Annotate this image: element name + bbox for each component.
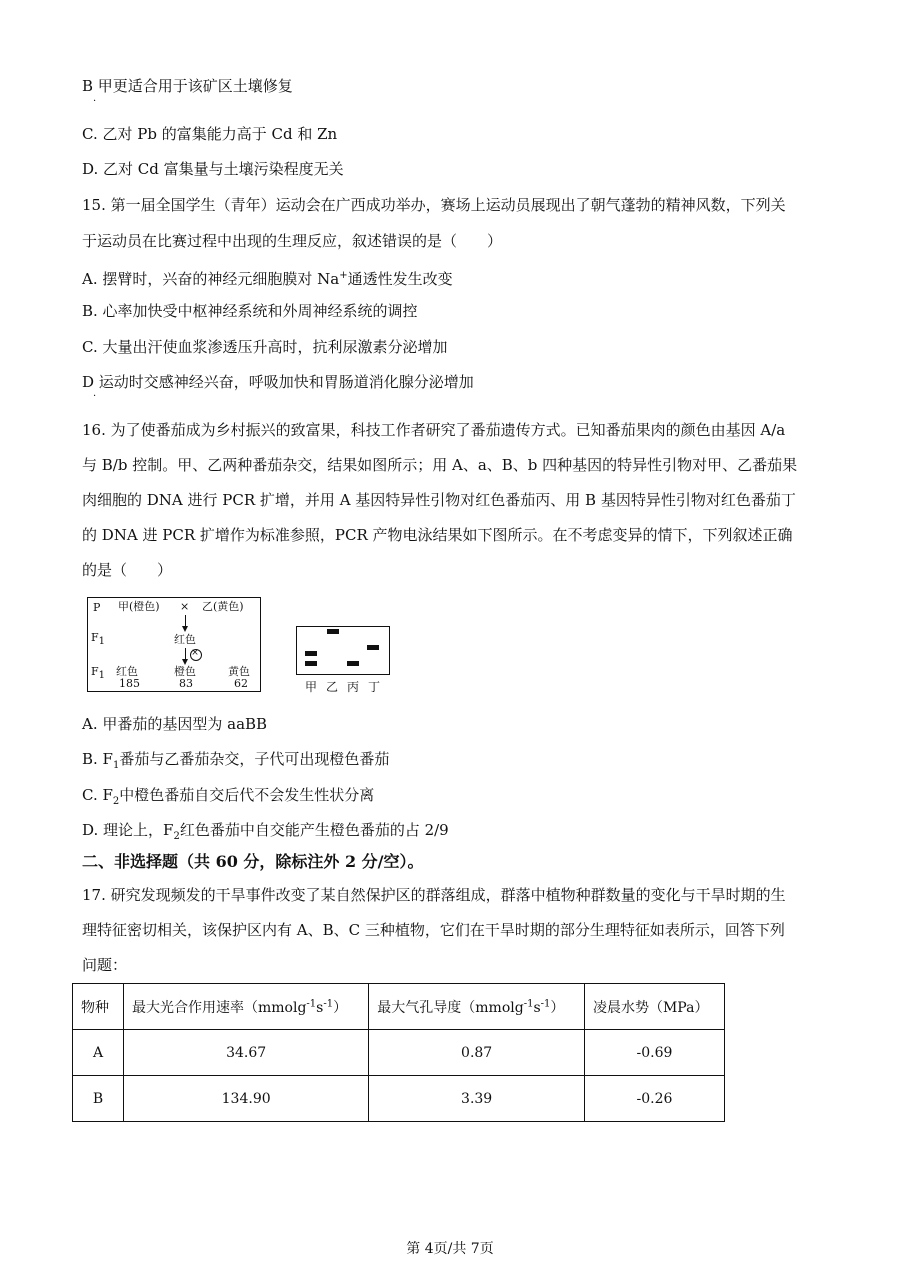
q16-option-c xyxy=(82,785,374,812)
f2-yellow-label: 黄色 xyxy=(228,665,250,678)
q16-option-b-tail: 番茄与乙番茄杂交，子代可出现橙色番茄 xyxy=(119,750,390,768)
selfing-glyph: × xyxy=(191,648,199,658)
sup: -1 xyxy=(323,997,334,1009)
cell-photosynthesis: 134.90 xyxy=(124,1076,369,1122)
q16-option-a: A. 甲番茄的基因型为 aaBB xyxy=(82,715,268,733)
header-photosynthesis-text: 最大光合作用速率（mmolg xyxy=(132,999,307,1016)
arrow-head xyxy=(182,626,188,632)
section-heading: 二、非选择题（共 60 分，除标注外 2 分/空）。 xyxy=(82,852,424,871)
table-row xyxy=(73,1030,725,1076)
f2-red-count: 185 xyxy=(119,677,140,690)
q16-stem-line5: 的是（ ） xyxy=(82,561,173,579)
f2-yellow-count: 62 xyxy=(234,677,248,690)
gel-band xyxy=(305,651,317,656)
paren: ） xyxy=(550,999,565,1016)
q17-stem-line1: 17. 研究发现频发的干旱事件改变了某自然保护区的群落组成，群落中植物种群数量的变化与干旱时期的生 xyxy=(82,886,786,904)
cell-water: -0.26 xyxy=(584,1076,724,1122)
gel-lane-label: 甲 xyxy=(305,680,318,694)
header-water-potential: 凌晨水势（MPa） xyxy=(584,984,724,1030)
q17-stem-line3: 问题： xyxy=(82,956,128,974)
unit-s: s xyxy=(533,999,541,1016)
page-footer: 第 4页/共 7页 xyxy=(406,1241,494,1257)
header-species: 物种 xyxy=(73,984,124,1030)
dot-mark: · xyxy=(93,391,97,402)
q15-option-b: B. 心率加快受中枢神经系统和外周神经系统的调控 xyxy=(82,302,418,320)
header-photosynthesis xyxy=(124,984,369,1030)
gel-band xyxy=(347,661,359,666)
q16-option-d-sub: 2 xyxy=(173,831,180,842)
f2-orange-count: 83 xyxy=(179,677,193,690)
q16-option-d-tail: 红色番茄中自交能产生橙色番茄的占 2/9 xyxy=(179,821,449,839)
cell-photosynthesis: 34.67 xyxy=(124,1030,369,1076)
trait-table xyxy=(72,983,725,1122)
q16-option-b-text: B. F xyxy=(82,750,113,768)
paren: ） xyxy=(333,999,348,1016)
cross-diagram xyxy=(87,597,261,692)
header-stomatal-conductance xyxy=(369,984,585,1030)
q16-stem-line1: 16. 为了使番茄成为乡村振兴的致富果，科技工作者研究了番茄遗传方式。已知番茄果肉的颜色由基因 A/a xyxy=(82,421,786,439)
sup: -1 xyxy=(523,997,534,1009)
label-f1 xyxy=(91,632,105,648)
label-f2-text: F xyxy=(91,665,99,678)
q15-option-a-text: A. 摆臂时，兴奋的神经元细胞膜对 Na xyxy=(82,270,340,288)
sup: -1 xyxy=(540,997,551,1009)
label-p: P xyxy=(93,601,101,614)
q15-stem-line2: 于运动员在比赛过程中出现的生理反应，叙述错误的是（ ） xyxy=(82,232,503,250)
gel-lane-label: 丁 xyxy=(368,680,381,694)
q16-option-b-sub: 1 xyxy=(112,760,120,771)
option-b-prev: B 甲更适合用于该矿区土壤修复 xyxy=(82,77,293,95)
gel-band xyxy=(305,661,317,666)
label-f2-sub: 1 xyxy=(98,670,106,682)
gel-lane-label: 丙 xyxy=(347,680,360,694)
label-f2 xyxy=(91,666,105,682)
cell-water: -0.69 xyxy=(584,1030,724,1076)
unit-s: s xyxy=(316,999,324,1016)
q15-stem-line1: 15. 第一届全国学生（青年）运动会在广西成功举办，赛场上运动员展现出了朝气蓬勃的精神风数，下列关 xyxy=(82,196,786,214)
gel-image xyxy=(296,626,390,675)
q16-option-c-sub: 2 xyxy=(112,796,120,807)
q16-option-d-text: D. 理论上，F xyxy=(82,821,174,839)
f2-red-label: 红色 xyxy=(116,665,138,678)
gel-lane-label: 乙 xyxy=(326,680,339,694)
f2-orange-label: 橙色 xyxy=(174,665,196,678)
q15-option-a-sup: + xyxy=(339,270,348,281)
table-row xyxy=(73,1076,725,1122)
parent-yi: 乙(黄色) xyxy=(202,600,244,613)
f1-phenotype: 红色 xyxy=(174,633,196,646)
cell-stomatal: 3.39 xyxy=(369,1076,585,1122)
cell-species: B xyxy=(73,1076,124,1122)
q15-option-d: D 运动时交感神经兴奋，呼吸加快和胃肠道消化腺分泌增加 xyxy=(82,373,474,391)
label-f1-text: F xyxy=(91,631,99,644)
option-d-prev: D. 乙对 Cd 富集量与土壤污染程度无关 xyxy=(82,160,344,178)
table-header-row xyxy=(73,984,725,1030)
q16-stem-line2: 与 B/b 控制。甲、乙两种番茄杂交，结果如图所示；用 A、a、B、b 四种基因的特异性引物对甲、乙番茄果 xyxy=(82,456,798,474)
q15-option-a-tail: 通透性发生改变 xyxy=(347,270,453,288)
gel-band xyxy=(327,629,339,634)
q15-option-a xyxy=(82,266,453,289)
q16-option-c-tail: 中橙色番茄自交后代不会发生性状分离 xyxy=(119,786,375,804)
q16-option-c-text: C. F xyxy=(82,786,113,804)
header-stomatal-text: 最大气孔导度（mmolg xyxy=(377,999,524,1016)
q16-stem-line3: 肉细胞的 DNA 进行 PCR 扩增，并用 A 基因特异性引物对红色番茄丙、用 B 基因特异性引物对红色番茄丁 xyxy=(82,491,796,509)
q16-option-d xyxy=(82,820,449,847)
q17-stem-line2: 理特征密切相关，该保护区内有 A、B、C 三种植物，它们在干旱时期的部分生理特征如表所示，回答下列 xyxy=(82,921,785,939)
option-c-prev: C. 乙对 Pb 的富集能力高于 Cd 和 Zn xyxy=(82,125,338,143)
label-f1-sub: 1 xyxy=(98,636,106,648)
sup: -1 xyxy=(306,997,317,1009)
q16-option-b xyxy=(82,749,389,776)
q16-stem-line4: 的 DNA 进 PCR 扩增作为标准参照，PCR 产物电泳结果如下图所示。在不考虑变异的情下，下列叙述正确 xyxy=(82,526,793,544)
gel-band xyxy=(367,645,379,650)
cell-stomatal: 0.87 xyxy=(369,1030,585,1076)
q15-option-c: C. 大量出汗使血浆渗透压升高时，抗利尿激素分泌增加 xyxy=(82,338,448,356)
parent-jia: 甲(橙色) xyxy=(118,600,160,613)
dot-mark: · xyxy=(93,96,97,107)
cell-species: A xyxy=(73,1030,124,1076)
cross-symbol: × xyxy=(180,600,190,613)
